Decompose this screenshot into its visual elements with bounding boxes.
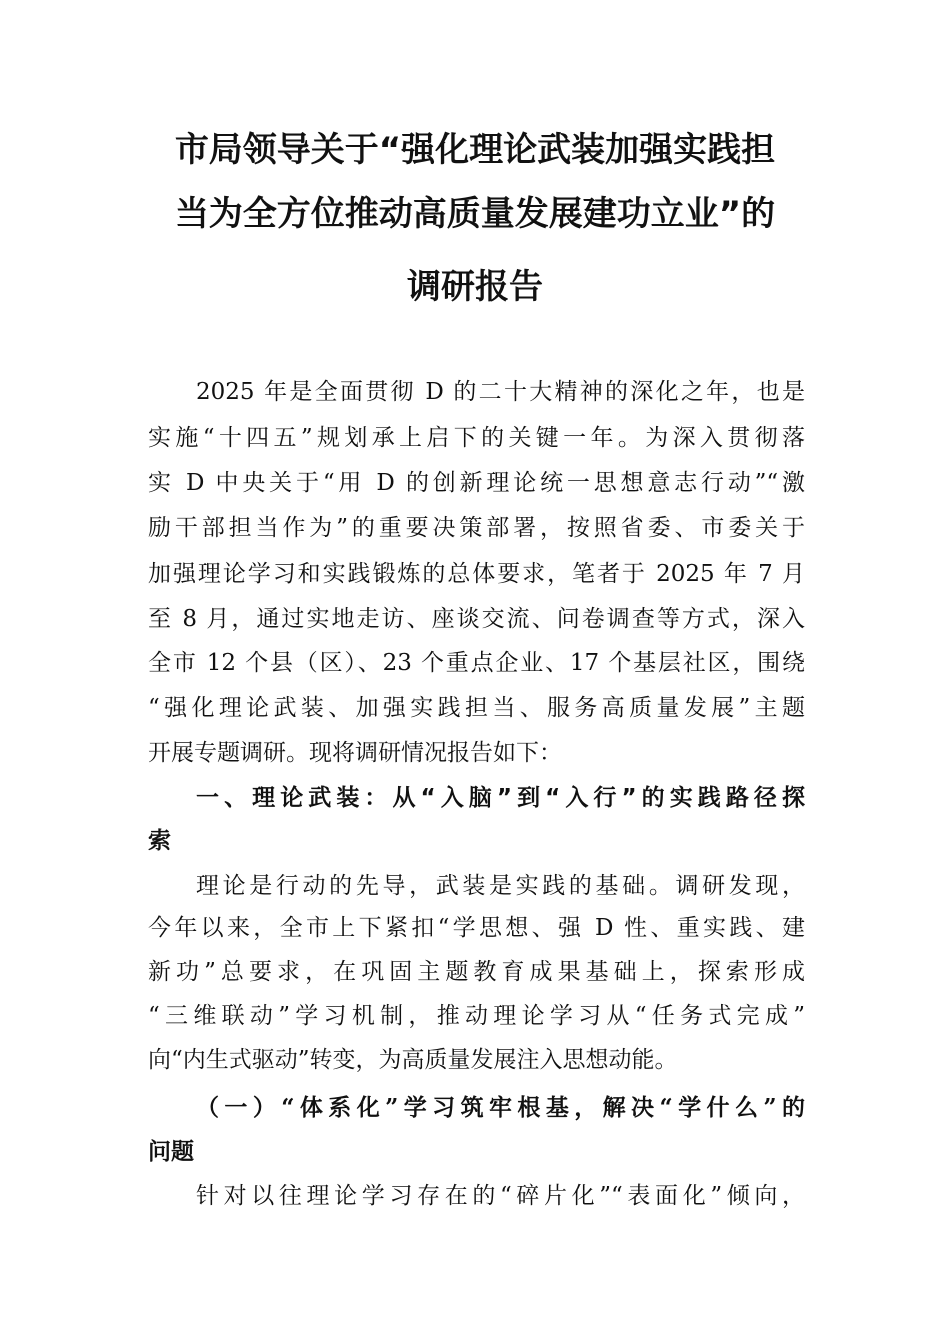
subsection-heading: 问题 — [148, 1138, 194, 1165]
intro-line: 全市 12 个县（区）、23 个重点企业、17 个基层社区，围绕 — [148, 650, 805, 676]
intro-line: 励干部担当作为”的重要决策部署，按照省委、市委关于 — [148, 515, 805, 541]
intro-line: 实施“十四五”规划承上启下的关键一年。为深入贯彻落 — [148, 425, 805, 451]
subsection-line: 针对以往理论学习存在的“碎片化”“表面化”倾向， — [196, 1183, 805, 1209]
intro-line: 加强理论学习和实践锻炼的总体要求，笔者于 2025 年 7 月 — [148, 561, 805, 587]
section-line: 新功”总要求，在巩固主题教育成果基础上，探索形成 — [148, 959, 805, 985]
intro-line: 开展专题调研。现将调研情况报告如下： — [148, 740, 562, 766]
section-heading: 一、理论武装：从“入脑”到“入行”的实践路径探 — [196, 785, 805, 811]
document-title-line-3: 调研报告 — [407, 267, 543, 307]
intro-line: 2025 年是全面贯彻 D 的二十大精神的深化之年，也是 — [196, 379, 805, 405]
subsection-heading: （一）“体系化”学习筑牢根基，解决“学什么”的 — [196, 1094, 805, 1121]
section-line: 向“内生式驱动”转变，为高质量发展注入思想动能。 — [148, 1047, 678, 1073]
document-title-line-2: 当为全方位推动高质量发展建功立业”的 — [174, 194, 776, 234]
intro-line: 实 D 中央关于“用 D 的创新理论统一思想意志行动”“激 — [148, 470, 805, 496]
intro-line: “强化理论武装、加强实践担当、服务高质量发展”主题 — [148, 695, 805, 721]
section-line: “三维联动”学习机制，推动理论学习从“任务式完成” — [148, 1003, 805, 1029]
section-line: 今年以来，全市上下紧扣“学思想、强 D 性、重实践、建 — [148, 915, 805, 941]
document-title-line-1: 市局领导关于“强化理论武装加强实践担 — [174, 130, 776, 170]
intro-line: 至 8 月，通过实地走访、座谈交流、问卷调查等方式，深入 — [148, 606, 805, 632]
section-line: 理论是行动的先导，武装是实践的基础。调研发现， — [196, 873, 805, 899]
section-heading: 索 — [148, 828, 171, 854]
